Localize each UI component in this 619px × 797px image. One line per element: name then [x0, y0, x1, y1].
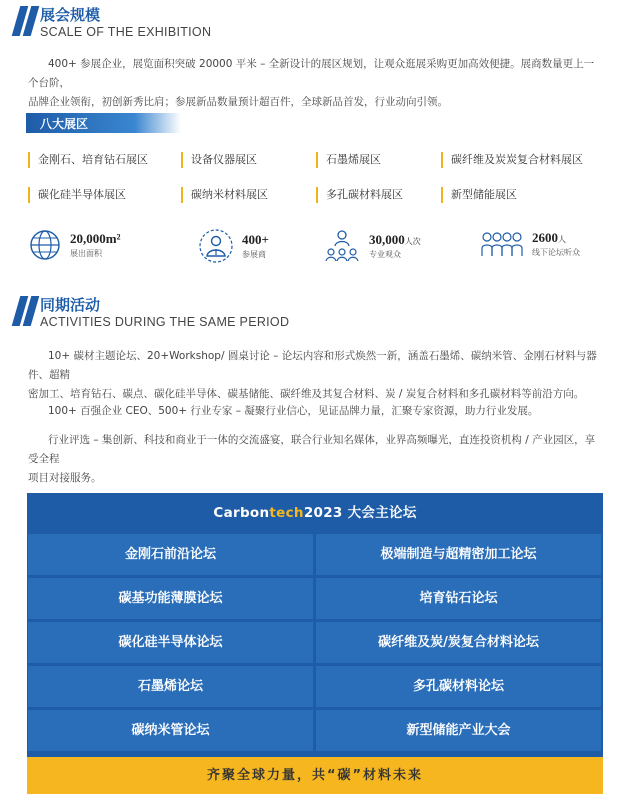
zones-label: 八大展区	[40, 117, 89, 131]
audience-icon	[323, 228, 361, 264]
forum-cell: 极端制造与超精密加工论坛	[316, 534, 601, 575]
stat-forum: 2600人 线下论坛听众	[480, 228, 580, 260]
forum-cell: 新型储能产业大会	[316, 710, 601, 751]
activities-title-cn: 同期活动	[40, 296, 101, 314]
scale-section-header	[10, 6, 211, 40]
activities-paragraph-3: 行业评选 – 集创新、科技和商业于一体的交流盛宴，联合行业知名媒体，业界高频曝光，直连投资机构 / 产业园区，享受全程 项目对接服务。	[28, 434, 596, 484]
forum-cell: 培育钻石论坛	[316, 578, 601, 619]
stat-value: 400+	[242, 232, 269, 247]
forum-cell: 多孔碳材料论坛	[316, 666, 601, 707]
exhibitor-icon	[198, 228, 234, 264]
stat-label: 专业观众	[369, 250, 401, 259]
stat-visitors: 30,000人次 专业观众	[323, 228, 421, 264]
scale-title-en: SCALE OF THE EXHIBITION	[40, 25, 212, 39]
stat-value: 30,000	[369, 232, 405, 247]
forum-cell: 石墨烯论坛	[28, 666, 313, 707]
zone-item: 碳纤维及炭炭复合材料展区	[441, 152, 583, 168]
zones-label-band	[26, 113, 181, 133]
forum-title: Carbontech2023 大会主论坛	[213, 505, 417, 521]
zone-item: 设备仪器展区	[181, 152, 257, 168]
zone-item: 碳纳米材料展区	[181, 187, 268, 203]
forum-cell: 金刚石前沿论坛	[28, 534, 313, 575]
forum-footer: 齐聚全球力量，共“碳”材料未来	[27, 757, 603, 794]
zone-item: 碳化硅半导体展区	[28, 187, 126, 203]
scale-paragraph: 400+ 参展企业，展览面积突破 20000 平米 – 全新设计的展区规划，让观众逛展采购更加高效便捷。展商数量更上一个台阶， 品牌企业领衔，初创新秀比肩；参展新品数量预计超百件，全球新品首发，行业动向引领。	[28, 58, 595, 108]
activities-section-header	[10, 296, 289, 330]
main-forum-table	[27, 493, 603, 794]
stat-value: 20,000m²	[70, 231, 121, 246]
stat-exhibitors	[198, 228, 269, 264]
zone-item: 新型储能展区	[441, 187, 517, 203]
zone-item: 石墨烯展区	[316, 152, 381, 168]
activities-paragraph-2: 100+ 百强企业 CEO、500+ 行业专家 – 凝聚行业信心，见证品牌力量，汇聚专家资源，助力行业发展。	[48, 405, 539, 417]
slash-decoration-icon	[10, 296, 36, 326]
slash-decoration-icon	[10, 6, 36, 36]
forum-cell: 碳纳米管论坛	[28, 710, 313, 751]
zone-item: 多孔碳材料展区	[316, 187, 403, 203]
forum-cell: 碳纤维及炭/炭复合材料论坛	[316, 622, 601, 663]
forum-cell: 碳基功能薄膜论坛	[28, 578, 313, 619]
forum-cell: 碳化硅半导体论坛	[28, 622, 313, 663]
activities-paragraph-1: 10+ 碳材主题论坛、20+Workshop/ 圆桌讨论 – 论坛内容和形式焕然一新，涵盖石墨烯、碳纳米管、金刚石材料与器件、超精 密加工、培育钻石、碳点、碳化硅半导体、碳基储能、碳纤维及其复合材料、炭 / 炭复合材料和多孔碳材料等前沿方向。	[28, 350, 597, 400]
stat-value: 2600	[532, 230, 558, 245]
stats-row	[28, 228, 603, 268]
stat-label: 参展商	[242, 250, 266, 259]
stat-area	[28, 228, 120, 262]
forum-audience-icon	[480, 228, 524, 260]
stat-label: 线下论坛听众	[532, 248, 580, 257]
scale-title-cn: 展会规模	[40, 6, 101, 24]
zone-item: 金刚石、培育钻石展区	[28, 152, 148, 168]
globe-icon	[28, 228, 62, 262]
stat-label: 展出面积	[70, 249, 102, 258]
activities-title-en: ACTIVITIES DURING THE SAME PERIOD	[40, 315, 290, 329]
zone-grid	[28, 148, 603, 212]
